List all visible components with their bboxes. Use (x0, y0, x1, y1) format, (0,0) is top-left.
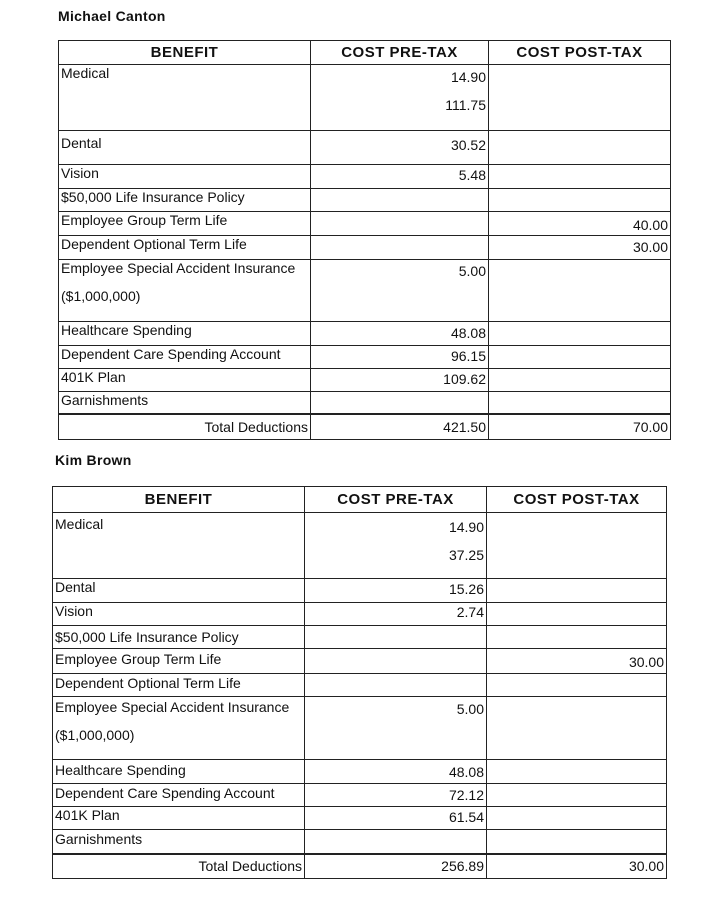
total-label: Total Deductions (53, 854, 305, 879)
table-row (59, 165, 671, 189)
benefit-label: Healthcare Spending (53, 760, 305, 784)
benefit-label-line2: ($1,000,000) (55, 727, 135, 743)
benefit-label: $50,000 Life Insurance Policy (59, 189, 311, 212)
benefit-label: Vision (53, 603, 305, 626)
pre-tax-value: 48.08 (305, 760, 487, 784)
benefit-label: Dependent Optional Term Life (59, 236, 311, 260)
benefits-table (52, 486, 667, 879)
pre-tax-value: 30.52 (311, 131, 489, 165)
table-row (59, 322, 671, 346)
post-tax-header: COST POST-TAX (489, 41, 671, 65)
table-row (53, 784, 667, 807)
table-row (59, 189, 671, 212)
benefit-header: BENEFIT (53, 487, 305, 513)
pre-tax-value: 96.15 (311, 346, 489, 369)
benefit-label: Employee Special Accident Insurance (61, 260, 296, 276)
pre-tax-value: 14.90 (450, 69, 486, 85)
post-tax-cell (489, 65, 671, 131)
post-tax-header: COST POST-TAX (487, 487, 667, 513)
employee-name: Kim Brown (55, 452, 132, 468)
table-row (53, 579, 667, 603)
table-row (53, 830, 667, 854)
header-row (53, 487, 667, 513)
post-tax-cell (489, 392, 671, 414)
table-row (53, 807, 667, 830)
total-post-tax: 30.00 (487, 854, 667, 879)
pre-tax-value: 2.74 (305, 603, 487, 626)
total-pre-tax: 421.50 (311, 414, 489, 440)
benefit-label-line2: ($1,000,000) (61, 288, 141, 304)
benefit-label: Medical (59, 65, 311, 131)
pre-tax-cell (305, 674, 487, 697)
benefit-label: Dental (53, 579, 305, 603)
post-tax-cell (489, 322, 671, 346)
table-row (53, 626, 667, 649)
header-row (59, 41, 671, 65)
post-tax-cell (489, 131, 671, 165)
post-tax-value: 40.00 (489, 212, 671, 236)
table-row (59, 369, 671, 392)
table-row (59, 65, 671, 131)
benefit-label: Employee Group Term Life (53, 649, 305, 674)
benefit-label: Vision (59, 165, 311, 189)
post-tax-cell (487, 830, 667, 854)
table-row (59, 131, 671, 165)
benefit-label: Healthcare Spending (59, 322, 311, 346)
pre-tax-value: 14.90 (448, 519, 484, 535)
benefit-label: Garnishments (59, 392, 311, 414)
post-tax-cell (489, 369, 671, 392)
benefit-label: 401K Plan (59, 369, 311, 392)
pre-tax-header: COST PRE-TAX (305, 487, 487, 513)
pre-tax-value: 61.54 (305, 807, 487, 830)
pre-tax-cell (305, 830, 487, 854)
post-tax-cell (487, 513, 667, 579)
benefit-label: Employee Special Accident Insurance (55, 699, 290, 715)
table-row (59, 260, 671, 322)
post-tax-cell (489, 189, 671, 212)
benefits-table (58, 40, 671, 440)
benefit-label: Dependent Care Spending Account (59, 346, 311, 369)
benefit-label: $50,000 Life Insurance Policy (53, 626, 305, 649)
post-tax-cell (487, 807, 667, 830)
benefit-label: Dependent Optional Term Life (53, 674, 305, 697)
post-tax-cell (487, 579, 667, 603)
post-tax-cell (487, 760, 667, 784)
pre-tax-value: 5.00 (311, 260, 489, 322)
pre-tax-cell (311, 236, 489, 260)
pre-tax-value: 111.75 (445, 97, 486, 113)
post-tax-value: 30.00 (489, 236, 671, 260)
table-row (59, 346, 671, 369)
employee-name: Michael Canton (58, 8, 166, 24)
benefit-header: BENEFIT (59, 41, 311, 65)
total-post-tax: 70.00 (489, 414, 671, 440)
post-tax-cell (489, 346, 671, 369)
benefit-label: Employee Group Term Life (59, 212, 311, 236)
pre-tax-value: 37.25 (448, 547, 484, 563)
table-row (53, 603, 667, 626)
benefit-label: Dependent Care Spending Account (53, 784, 305, 807)
pre-tax-cell (305, 649, 487, 674)
benefit-label: Medical (53, 513, 305, 579)
pre-tax-cell (311, 392, 489, 414)
table-row (53, 674, 667, 697)
table-row (53, 649, 667, 674)
benefit-label: 401K Plan (53, 807, 305, 830)
total-label: Total Deductions (59, 414, 311, 440)
post-tax-cell (487, 697, 667, 760)
pre-tax-cell (311, 189, 489, 212)
post-tax-cell (487, 603, 667, 626)
pre-tax-header: COST PRE-TAX (311, 41, 489, 65)
pre-tax-cell (311, 212, 489, 236)
pre-tax-value: 72.12 (305, 784, 487, 807)
total-row (53, 854, 667, 879)
pre-tax-value: 48.08 (311, 322, 489, 346)
pre-tax-value: 5.00 (305, 697, 487, 760)
benefit-label: Dental (59, 131, 311, 165)
table-row (53, 697, 667, 760)
post-tax-cell (487, 784, 667, 807)
table-row (53, 513, 667, 579)
pre-tax-value: 109.62 (311, 369, 489, 392)
post-tax-cell (487, 674, 667, 697)
table-row (53, 760, 667, 784)
post-tax-cell (489, 165, 671, 189)
total-row (59, 414, 671, 440)
benefit-label: Garnishments (53, 830, 305, 854)
pre-tax-cell (305, 626, 487, 649)
table-row (59, 392, 671, 414)
post-tax-value: 30.00 (487, 649, 667, 674)
post-tax-cell (489, 260, 671, 322)
table-row (59, 212, 671, 236)
pre-tax-value: 5.48 (311, 165, 489, 189)
post-tax-cell (487, 626, 667, 649)
total-pre-tax: 256.89 (305, 854, 487, 879)
table-row (59, 236, 671, 260)
pre-tax-value: 15.26 (305, 579, 487, 603)
